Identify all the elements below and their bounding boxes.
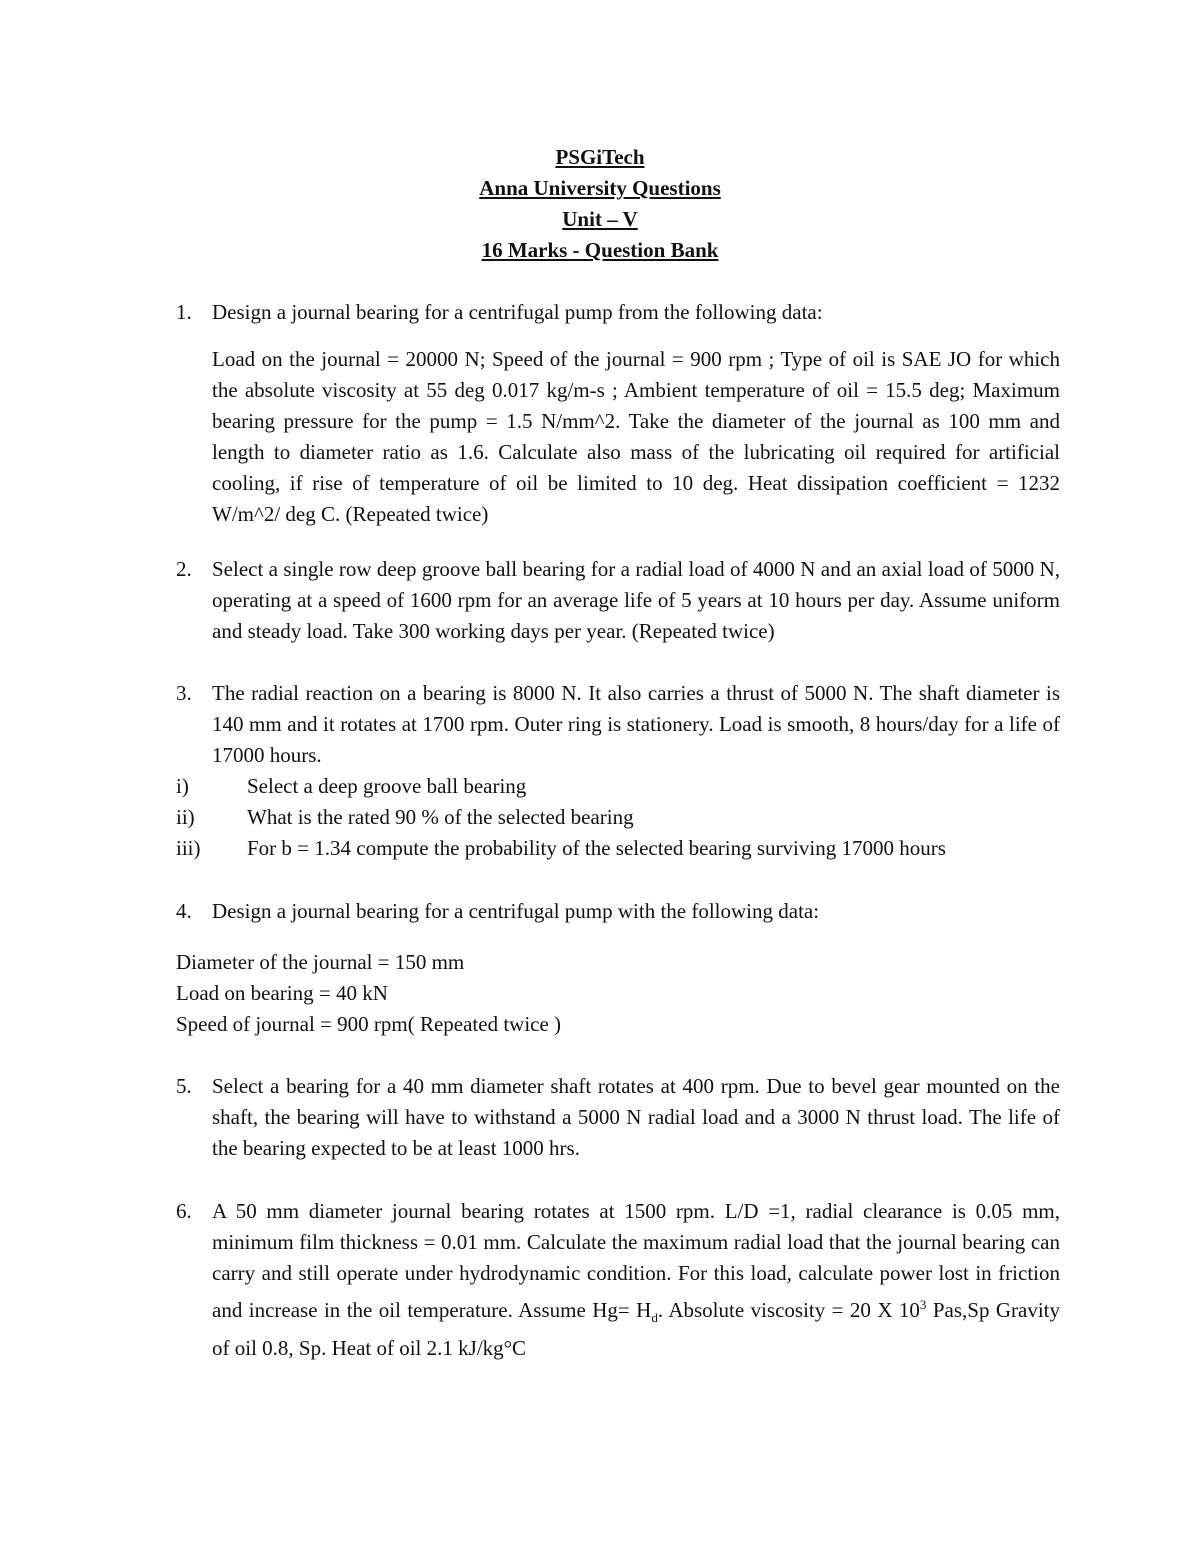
- question-detail: Load on the journal = 20000 N; Speed of the journal = 900 rpm ; Type of oil is SAE JO for which the absolute viscosity at 55 deg 0.017 kg/m-s ; Ambient temperature of oil = 15.5 deg; Maximum bearing pressure for the pump = 1.5 N/mm^2. Take the diameter of the journal as 100 mm and length to diameter ratio as 1.6. Calculate also mass of the lubricating oil required for artificial cooling, if rise of temperature of oil be limited to 10 deg. Heat dissipation coefficient = 1232 W/m^2/ deg C. (Repeated twice): [212, 347, 1060, 526]
- question-4: [176, 896, 1060, 1040]
- question-text: [212, 1196, 1060, 1364]
- question-bank-title: 16 Marks - Question Bank: [481, 238, 719, 262]
- question-5: [176, 1071, 1060, 1164]
- subscript-d: d: [651, 1310, 658, 1326]
- sub-question: [176, 833, 1060, 864]
- question-text-part-a: A 50 mm diameter journal bearing rotates at 1500 rpm. L/D =1, radial clearance is 0.05 mm, minimum film thickness = 0.01 mm. Calculate the maximum radial load that the journal bearing can carry and still operate under hydrodynamic condition. For this load, calculate power lost in friction and increase in the oil temperature. Assume Hg= H: [212, 1199, 1060, 1322]
- question-3: [176, 678, 1060, 864]
- institution-title: PSGiTech: [555, 145, 645, 169]
- question-1: [176, 297, 1060, 530]
- sub-question-text: For b = 1.34 compute the probability of the selected bearing surviving 17000 hours: [247, 836, 946, 860]
- sub-question-roman: ii): [176, 805, 195, 829]
- question-text: Design a journal bearing for a centrifugal pump with the following data:: [212, 899, 820, 923]
- university-title: Anna University Questions: [479, 176, 721, 200]
- question-number: 1.: [176, 300, 192, 324]
- question-text: The radial reaction on a bearing is 8000 N. It also carries a thrust of 5000 N. The shaft diameter is 140 mm and it rotates at 1700 rpm. Outer ring is stationery. Load is smooth, 8 hours/day for a life of 17000 hours.: [212, 681, 1060, 767]
- sub-question: [176, 771, 1060, 802]
- question-text: Select a bearing for a 40 mm diameter shaft rotates at 400 rpm. Due to bevel gear mounted on the shaft, the bearing will have to withstand a 5000 N radial load and a 3000 N thrust load. The life of the bearing expected to be at least 1000 hrs.: [212, 1074, 1060, 1160]
- question-number: 6.: [176, 1199, 192, 1223]
- question-number: 5.: [176, 1074, 192, 1098]
- sub-question-roman: i): [176, 774, 189, 798]
- bearing-load-line: Load on bearing = 40 kN: [176, 981, 388, 1005]
- question-number: 3.: [176, 681, 192, 705]
- journal-diameter-line: Diameter of the journal = 150 mm: [176, 950, 465, 974]
- sub-question-text: Select a deep groove ball bearing: [247, 774, 527, 798]
- question-text-part-b: . Absolute viscosity = 20 X 10: [657, 1298, 920, 1322]
- sub-question-text: What is the rated 90 % of the selected bearing: [247, 805, 634, 829]
- question-text-part-c: Pas,Sp Gravity of oil 0.8, Sp. Heat of oil 2.1 kJ/kg°C: [212, 1298, 1061, 1361]
- unit-title: Unit – V: [562, 207, 638, 231]
- sub-question: [176, 802, 1060, 833]
- question-number: 2.: [176, 557, 192, 581]
- question-6: [176, 1196, 1060, 1364]
- question-text: Design a journal bearing for a centrifugal pump from the following data:: [212, 300, 823, 324]
- question-text: Select a single row deep groove ball bearing for a radial load of 4000 N and an axial load of 5000 N, operating at a speed of 1600 rpm for an average life of 5 years at 10 hours per day. Assume uniform and steady load. Take 300 working days per year. (Repeated twice): [212, 557, 1060, 643]
- question-number: 4.: [176, 899, 192, 923]
- document-header: [0, 142, 1200, 266]
- question-2: [176, 554, 1060, 647]
- superscript-3: 3: [919, 1297, 927, 1312]
- sub-question-roman: iii): [176, 836, 201, 860]
- journal-speed-line: Speed of journal = 900 rpm( Repeated twice ): [176, 1012, 562, 1036]
